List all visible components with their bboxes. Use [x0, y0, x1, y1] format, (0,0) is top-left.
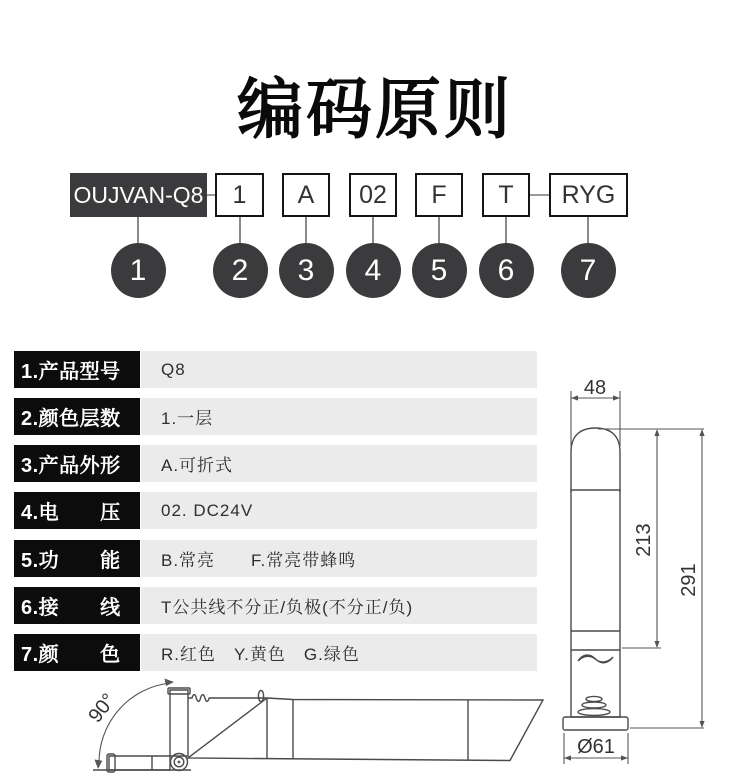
code-segment-color: RYG: [549, 173, 628, 217]
folded-base: [107, 754, 170, 772]
row-value: A.可折式: [141, 445, 537, 482]
table-row: [14, 634, 537, 671]
lens-wave-mark: [578, 655, 613, 663]
row-value: Q8: [141, 351, 537, 388]
code-segment-wiring: T: [482, 173, 530, 217]
marker-circle-6: 6: [479, 243, 534, 298]
code-segment-voltage: 02: [349, 173, 397, 217]
code-segment-shape: A: [282, 173, 330, 217]
code-segment-function: F: [415, 173, 463, 217]
connector-line: [438, 217, 440, 244]
row-label: 6.接 线: [14, 587, 140, 624]
tower-drawing: [550, 372, 750, 782]
marker-circle-4: 4: [346, 243, 401, 298]
row-label: 2.颜色层数: [14, 398, 140, 435]
marker-circle-5: 5: [412, 243, 467, 298]
marker-circle-2: 2: [213, 243, 268, 298]
dimension-total-height: [678, 429, 705, 728]
connector-line: [137, 217, 139, 244]
table-row: [14, 445, 537, 482]
row-value: 02. DC24V: [141, 492, 537, 529]
marker-circle-3: 3: [279, 243, 334, 298]
row-value: R.红色 Y.黄色 G.绿色: [141, 634, 537, 671]
row-value: 1.一层: [141, 398, 537, 435]
dimension-width: [571, 377, 620, 446]
row-label: 7.颜 色: [14, 634, 140, 671]
row-label: 1.产品型号: [14, 351, 140, 388]
connector-line: [239, 217, 241, 244]
connector-line: [587, 217, 589, 244]
marker-circle-1: 1: [111, 243, 166, 298]
dimension-label-total-height: 291: [678, 563, 700, 597]
row-label: 3.产品外形: [14, 445, 140, 482]
dimension-label-width: 48: [583, 377, 607, 399]
code-segment-model: OUJVAN-Q8: [70, 173, 207, 217]
connector-line: [505, 217, 507, 244]
cable-grommet: [578, 696, 610, 715]
dimension-base-diameter: [564, 733, 628, 764]
connector-line: [372, 217, 374, 244]
connector-line: [305, 217, 307, 244]
table-row: [14, 587, 537, 624]
folded-light-body: [188, 690, 543, 760]
marker-circle-7: 7: [561, 243, 616, 298]
row-value: T公共线不分正/负极(不分正/负): [141, 587, 537, 624]
row-label: 5.功 能: [14, 540, 140, 577]
tower-outline: [563, 428, 628, 730]
fold-angle-label: 90°: [84, 689, 121, 727]
page-title: 编码原则: [237, 74, 513, 147]
folded-drawing: [80, 672, 560, 780]
table-row: [14, 398, 537, 435]
tower-base: [563, 717, 628, 730]
dimension-label-base-diameter: Ø61: [577, 736, 615, 758]
table-row: [14, 540, 537, 577]
connector-line: [530, 194, 549, 196]
row-label: 4.电 压: [14, 492, 140, 529]
dimension-body-height: [633, 429, 660, 648]
dimension-label-body-height: 213: [633, 523, 655, 557]
cable-loop-mark: [258, 690, 263, 701]
code-segment-layers: 1: [215, 173, 264, 217]
table-row: [14, 351, 537, 388]
row-value: B.常亮 F.常亮带蜂鸣: [141, 540, 537, 577]
table-row: [14, 492, 537, 529]
connector-line: [207, 194, 215, 196]
